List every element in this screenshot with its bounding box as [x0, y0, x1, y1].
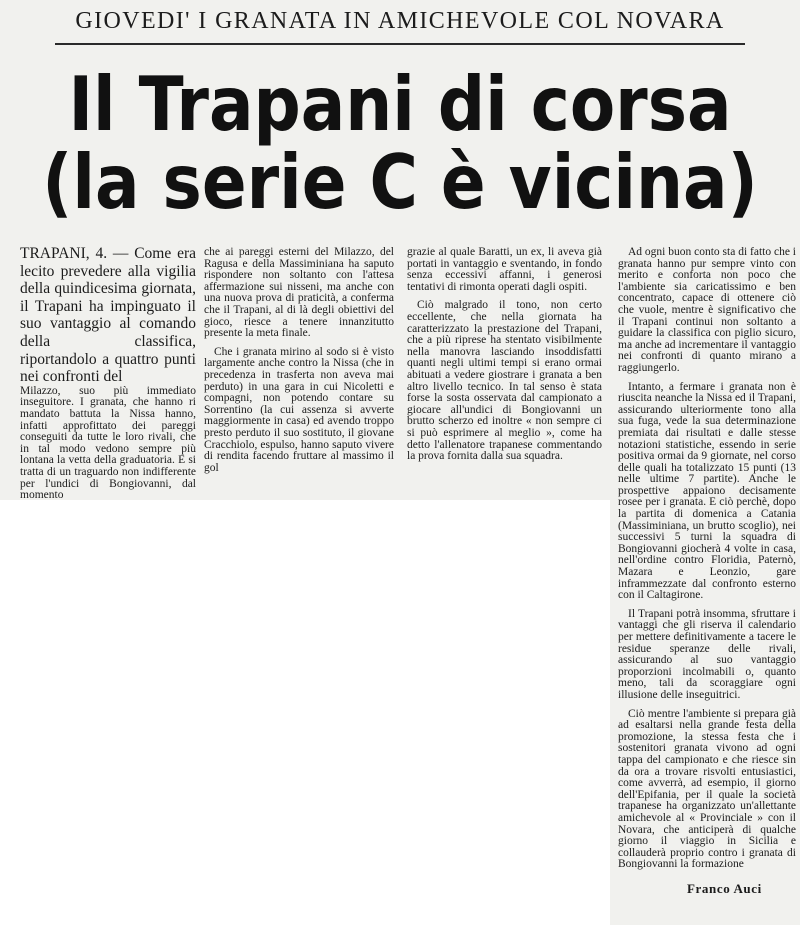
- article-column-4: [618, 247, 796, 878]
- headline-line-1: Il Trapani di corsa: [68, 60, 732, 149]
- column-2-paragraph-1: che ai pareggi esterni del Milazzo, del Ragusa e della Massiminiana ha saputo rispondere non soltanto con l'attesa affermazione sui nisseni, ma anche con una nuova prova di praticità, a conferma che il Trapani, al di là degli obiettivi del gioco, riesce a tenere innanzitutto presente la meta finale.: [204, 246, 394, 340]
- headline-line-2: (la serie C è vicina): [42, 138, 758, 227]
- article-column-2: [204, 247, 394, 481]
- column-4-paragraph-2: Intanto, a fermare i granata non è riuscita neanche la Nissa ed il Trapani, assicurando ulteriormente tono alla sua fuga, vede la sua determinazione premiata dai risultati e dalle stesse notazioni statistiche, essendo in serie positiva ormai da 9 giornate, nel corso delle quali ha totalizzato 15 punti (13 nelle ultime 7 partite). Anche le prospettive appaiono decisamente rosee per i granata. E ciò perchè, dopo la partita di domenica a Catania (Massiminiana, un brutto scoglio), nei successivi 5 turni la squadra di Bongiovanni giocherà 4 volte in casa, nell'ordine contro Floridia, Paternò, Mazara e Leonzio, gare inframmezzate dal confronto esterno con il Caltagirone.: [618, 380, 796, 602]
- column-3-paragraph-2: Ciò malgrado il tono, non certo eccellente, che nella giornata ha caratterizzato la prestazione del Trapani, che a più riprese ha stentato visibilmente nella manovra lasciando insoddisfatti quanti negli ultimi tempi si erano ormai abituati a vedere giostrare i granata a ben altro livello tecnico. In tal senso è stata forse la sosta osservata dal campionato a giocare all'undici di Bongiovanni un brutto scherzo ed inoltre « non sempre ci si può esprimere al meglio », come ha detto l'allenatore trapanese commentando la prova fornita dalla sua squadra.: [407, 299, 602, 463]
- column-3-paragraph-1: grazie al quale Baratti, un ex, li aveva già portati in vantaggio e sventando, in fondo senza eccessivi affanni, i generosi tentativi di rimonta operati dagli ospiti.: [407, 246, 602, 293]
- author-byline: Franco Auci: [687, 881, 762, 896]
- article-column-1: [20, 245, 196, 509]
- article-column-3: [407, 247, 602, 470]
- lead-paragraph: TRAPANI, 4. — Come era lecito prevedere alla vigilia della quindicesima giornata, il Trapani ha impinguato il suo vantaggio al comando della classifica, riportandolo a quattro punti nei confronti del: [20, 245, 196, 386]
- kicker-rule: [55, 43, 745, 45]
- column-1-continuation: Milazzo, suo più immediato inseguitore. I granata, che hanno ri mandato battuta la Nissa hanno, infatti approfittato dei pareggi conseguiti da tutte le loro rivali, che in tal modo vedono sempre più lontana la vetta della graduatoria. E si tratta di un traguardo non indifferente per l'undici di Bongiovanni, dal momento: [20, 384, 196, 502]
- column-2-paragraph-2: Che i granata mirino al sodo si è visto largamente anche contro la Nissa (che in precedenza in trasferta non aveva mai perduto) in una gara in cui Nicoletti e compagni, non potendo contare su Sorrentino (la cui assenza si avverte maggiormente in casa) ed avendo troppo presto perduto il suo sostituto, il giovane Cracchiolo, espulso, hanno saputo vivere di rendita facendo fruttare al massimo il gol: [204, 345, 394, 474]
- column-4-paragraph-4: Ciò mentre l'ambiente si prepara già ad esaltarsi nella grande festa della promozione, la stessa festa che i sostenitori granata vivono ad ogni tappa del campionato e che riesce sin da ora a trovare risvolti entusiastici, come avverrà, ad esempio, il giorno dell'Epifania, per il quale la società trapanese ha organizzato un'allettante amichevole al « Provinciale » con il Novara, che anticiperà di qualche giorno il viaggio in Sicilia e collauderà proprio contro i granata di Bongiovanni la formazione: [618, 707, 796, 871]
- article-kicker: GIOVEDI' I GRANATA IN AMICHEVOLE COL NOVARA: [75, 8, 725, 34]
- column-4-paragraph-3: Il Trapani potrà insomma, sfruttare i vantaggi che gli riserva il calendario per mettere definitivamente a tacere le residue speranze delle rivali, assicurando al suo vantaggio proporzioni incolmabili o, quanto meno, tali da scoraggiare ogni illusione delle inseguitrici.: [618, 607, 796, 701]
- column-4-paragraph-1: Ad ogni buon conto sta di fatto che i granata hanno pur sempre vinto con merito e conforta non poco che l'ambiente sia caricatissimo e ben concentrato, capace di ottenere ciò che vuole, mentre è significativo che il Trapani continui non soltanto a guidare la classifica con piglio sicuro, ma anche ad incrementare il vantaggio nei confronti di quanto mirano a raggiungerlo.: [618, 246, 796, 374]
